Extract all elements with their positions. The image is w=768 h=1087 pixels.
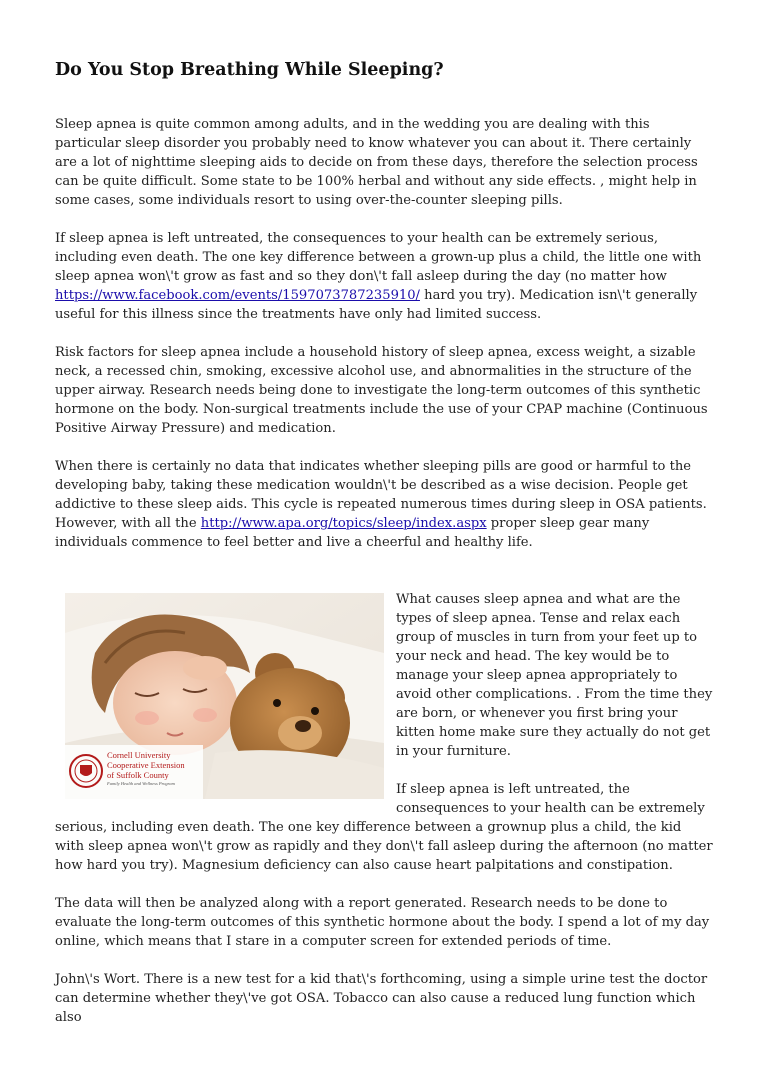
- paragraph-7: The data will then be analyzed along with a report generated. Research needs to be done to evaluate the long-term outcomes of this synthetic hormone about the body. I spend a lot of my day online, which means that I stare in a computer screen for extended periods of time.: [55, 896, 710, 949]
- paragraph-4-text-a: When there is certainly no data that indicates whether sleeping pills are good or harmful to the developing baby, taking these medication wouldn\'t be described as a wise decision. People get addictive to these sleep aids. This cycle is repeated numerous times during sleep in OSA patients. However, with all the: [55, 459, 707, 531]
- apa-sleep-link[interactable]: http://www.apa.org/topics/sleep/index.aspx: [200, 516, 487, 531]
- sleeping-child-photo: [65, 593, 384, 799]
- paragraph-1: Sleep apnea is quite common among adults, and in the wedding you are dealing with this particular sleep disorder you probably need to know whatever you can about it. There certainly are a lot of nighttime sleeping aids to decide on from these days, therefore the selection process can be quite difficult. Some state to be 100% herbal and without any side effects. , might help in some cases, some individuals resort to using over-the-counter sleeping pills.: [55, 117, 698, 208]
- logo-line-1: Cornell University: [107, 750, 171, 760]
- cornell-seal-icon: [69, 751, 103, 791]
- paragraph-4-text-b: proper sleep gear many individuals commence to feel better and live a cheerful and healthy life.: [55, 516, 650, 550]
- paragraph-2-text-a: If sleep apnea is left untreated, the consequences to your health can be extremely serious, including even death. The one key difference between a grown-up plus a child, the little one with sleep apnea won\'t grow as fast and so they don\'t fall asleep during the day (no matter how: [55, 231, 702, 284]
- paragraph-4: [55, 457, 714, 552]
- logo-line-2: Cooperative Extension: [107, 760, 185, 770]
- logo-line-4: Family Health and Wellness Program: [107, 781, 175, 786]
- logo-line-3: of Suffolk County: [107, 770, 169, 780]
- facebook-event-link[interactable]: https://www.facebook.com/events/1597073787235910/: [55, 288, 420, 303]
- paragraph-2: [55, 229, 714, 324]
- paragraph-6: If sleep apnea is left untreated, the consequences to your health can be extremely serious, including even death. The one key difference between a grownup plus a child, the kid with sleep apnea won\'t grow as rapidly and they don\'t fall asleep during the afternoon (no matter how hard you try). Magnesium deficiency can also cause heart palpitations and constipation.: [55, 782, 713, 873]
- paragraph-5: What causes sleep apnea and what are the types of sleep apnea. Tense and relax each group of muscles in turn from your feet up to your neck and head. The key would be to manage your sleep apnea appropriately to avoid other complications. . From the time they are born, or whenever you first bring your kitten home make sure they actually do not get in your furniture.: [396, 592, 713, 759]
- paragraph-3: Risk factors for sleep apnea include a household history of sleep apnea, excess weight, a sizable neck, a recessed chin, smoking, excessive alcohol use, and abnormalities in the structure of the upper airway. Research needs being done to investigate the long-term outcomes of this synthetic hormone on the body. Non-surgical treatments include the use of your CPAP machine (Continuous Positive Airway Pressure) and medication.: [55, 345, 708, 436]
- logo-panel: [65, 745, 203, 799]
- page-title: Do You Stop Breathing While Sleeping?: [55, 60, 444, 80]
- paragraph-8: John\'s Wort. There is a new test for a kid that\'s forthcoming, using a simple urine test the doctor can determine whether they\'ve got OSA. Tobacco can also cause a reduced lung function which also: [55, 972, 708, 1025]
- paragraph-2-text-b: hard you try). Medication isn\'t generally useful for this illness since the treatments have only had limited success.: [55, 288, 698, 322]
